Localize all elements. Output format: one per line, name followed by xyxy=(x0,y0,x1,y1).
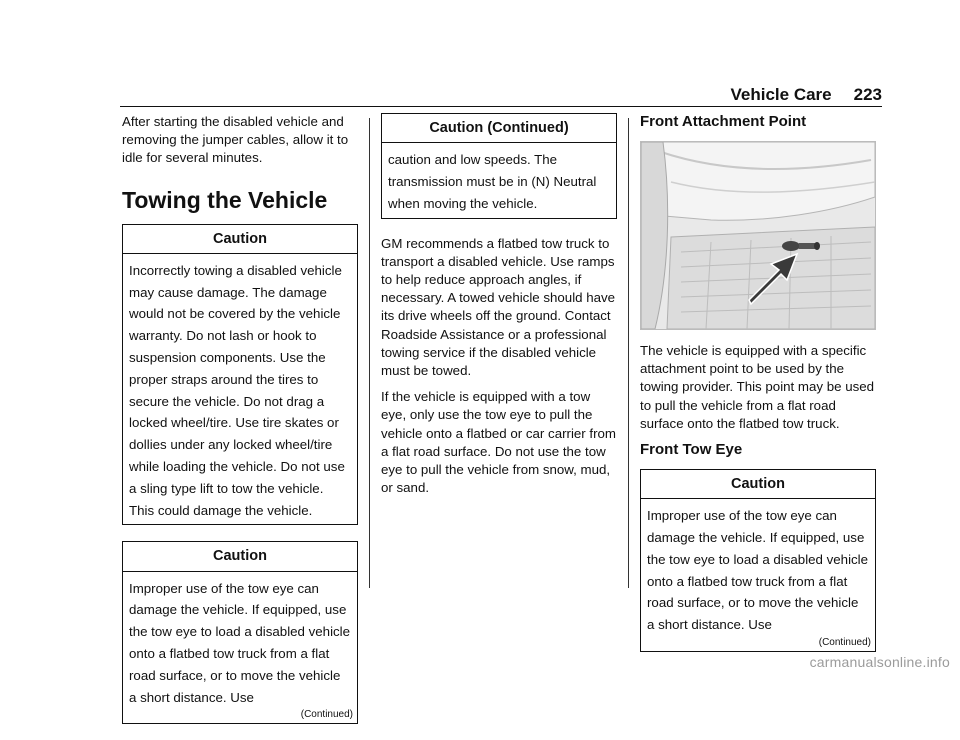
column-divider xyxy=(628,118,629,588)
front-attachment-icon xyxy=(641,142,875,329)
tow-eye-paragraph: If the vehicle is equipped with a tow eye, only use the tow eye to pull the vehicle onto a flatbed or car carrier from a flat road surface. Do not use the tow eye to pull the vehicle from snow, mud, or sand. xyxy=(381,389,617,496)
continued-label: (Continued) xyxy=(818,637,871,648)
caution-body: caution and low speeds. The transmission must be in (N) Neutral when moving the vehicle. xyxy=(388,152,597,211)
caution-box-tow-eye xyxy=(122,541,358,724)
caution-body: Incorrectly towing a disabled vehicle may cause damage. The damage would not be covered by the vehicle warranty. Do not lash or hook to suspension components. Use the proper straps around the tires to secure the vehicle. Do not drag a locked wheel/tire. Use tire skates or dollies under any locked wheel/tire while loading the vehicle. Do not use a sling type lift to tow the vehicle. This could damage the vehicle. xyxy=(129,262,345,518)
column-2 xyxy=(381,113,617,505)
column-divider xyxy=(369,118,370,588)
front-attachment-illustration xyxy=(640,141,876,330)
caution-box-towing xyxy=(122,224,358,526)
caution-title: Caution xyxy=(123,542,357,571)
intro-paragraph: After starting the disabled vehicle and removing the jumper cables, allow it to idle for several minutes. xyxy=(122,114,349,166)
flatbed-paragraph: GM recommends a flatbed tow truck to transport a disabled vehicle. Use ramps to help reduce approach angles, if necessary. A towed vehicle should have its drive wheels off the ground. Contact Roadside Assistance or a professional towing service if the disabled vehicle must be towed. xyxy=(381,235,616,379)
caution-box-front-tow-eye xyxy=(640,469,876,652)
attachment-paragraph: The vehicle is equipped with a specific attachment point to be used by the towing provider. This point may be used to pull the vehicle from a flat road surface onto the flatbed tow truck. xyxy=(640,343,875,431)
caution-box-continued xyxy=(381,113,617,219)
section-heading: Towing the Vehicle xyxy=(122,186,328,213)
header-rule xyxy=(120,106,882,107)
column-1 xyxy=(122,113,358,740)
subheading-front-tow-eye: Front Tow Eye xyxy=(640,441,743,459)
continued-label: (Continued) xyxy=(300,709,353,721)
page-header xyxy=(731,85,883,105)
watermark-text: carmanualsonline.info xyxy=(809,654,950,670)
caution-title: Caution (Continued) xyxy=(382,114,616,143)
caution-title: Caution xyxy=(123,225,357,254)
section-title: Vehicle Care xyxy=(730,85,832,104)
column-3 xyxy=(640,113,876,668)
page-number: 223 xyxy=(853,85,882,104)
caution-body: Improper use of the tow eye can damage the vehicle. If equipped, use the tow eye to load a disabled vehicle onto a flatbed tow truck from a flat road surface, or to move the vehicle a short distance. Use xyxy=(129,580,351,705)
subheading-front-attachment: Front Attachment Point xyxy=(640,113,807,130)
caution-body: Improper use of the tow eye can damage the vehicle. If equipped, use the tow eye to load a disabled vehicle onto a flatbed tow truck from a flat road surface, or to move the vehicle a short distance. Use xyxy=(647,508,869,633)
caution-title: Caution xyxy=(641,470,875,499)
